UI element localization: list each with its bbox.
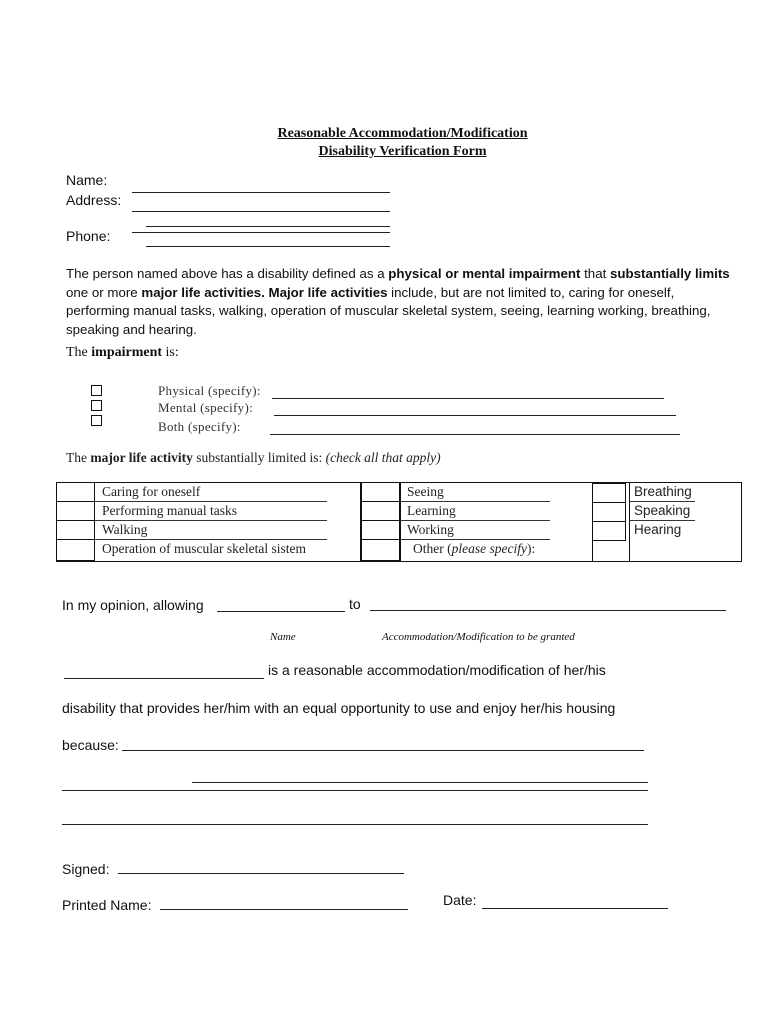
mental-label: Mental (specify): [158,400,253,415]
both-checkbox[interactable] [91,415,102,426]
row-line [629,520,695,521]
disability-text: disability that provides her/him with an equal opportunity to use and enjoy her/his housing [62,700,616,716]
row-line [629,501,695,502]
form-subtitle: Disability Verification Form [318,144,487,159]
activity-heading: The major life activity substantially limited is: (check all that apply) [66,450,441,465]
breathing-checkbox[interactable] [592,483,626,503]
row-line [94,539,327,540]
speaking-label: Speaking [634,503,691,518]
muscular-skeletal-checkbox[interactable] [56,539,95,561]
row-line [400,520,550,521]
form-title: Reasonable Accommodation/Modification [277,126,528,141]
impairment-heading: The impairment is: [66,345,179,360]
row-line [400,501,550,502]
accommodation-caption: Accommodation/Modification to be granted [382,631,575,643]
hearing-checkbox[interactable] [592,521,626,541]
physical-checkbox[interactable] [91,385,102,396]
row-line [94,520,327,521]
caring-label: Caring for oneself [102,484,201,499]
because-label: because: [62,737,119,753]
accommodation-repeat-field[interactable] [64,678,264,679]
other-label: Other (please specify): [413,541,536,556]
address-label: Address: [66,192,122,208]
walking-label: Walking [102,522,148,537]
row-line [94,501,327,502]
phone-field-line1[interactable] [132,232,390,233]
allowing-name-field[interactable] [217,611,345,612]
physical-label: Physical (specify): [158,383,261,398]
seeing-checkbox[interactable] [361,482,400,502]
because-field-line2[interactable] [62,790,648,791]
phone-field-line2[interactable] [146,246,390,247]
date-label: Date: [443,892,477,908]
signed-field[interactable] [118,873,404,874]
accommodation-field[interactable] [370,610,726,611]
both-specify-field[interactable] [270,434,680,435]
because-field-line3[interactable] [62,824,648,825]
printed-name-field[interactable] [160,909,408,910]
address-field-line1[interactable] [132,211,390,212]
because-field-line2-upper[interactable] [192,782,648,783]
both-label: Both (specify): [158,419,241,434]
address-field-line2[interactable] [146,226,390,227]
hearing-label: Hearing [634,522,682,537]
phone-label: Phone: [66,228,111,244]
intro-paragraph: The person named above has a disability defined as a physical or mental impairment that substantially limits one or more major life activities. Major life activities include, but are not limited to, caring for oneself, performing manual tasks, walking, operation of muscular skeletal system, seeing, learning working, breathing, speaking and hearing. [66,266,730,337]
speaking-checkbox[interactable] [592,502,626,522]
seeing-label: Seeing [407,484,444,499]
caring-checkbox[interactable] [56,482,95,502]
working-checkbox[interactable] [361,520,400,540]
opinion-to: to [349,596,361,612]
name-field[interactable] [132,192,390,193]
opinion-start: In my opinion, allowing [62,597,204,613]
working-label: Working [407,522,454,537]
manual-tasks-label: Performing manual tasks [102,503,237,518]
learning-checkbox[interactable] [361,501,400,521]
because-field-line1[interactable] [122,750,644,751]
learning-label: Learning [407,503,456,518]
breathing-label: Breathing [634,484,692,499]
manual-tasks-checkbox[interactable] [56,501,95,521]
muscular-skeletal-label: Operation of muscular skeletal sistem [102,541,306,556]
row-line [400,539,550,540]
mental-checkbox[interactable] [91,400,102,411]
name-caption: Name [270,631,296,643]
walking-checkbox[interactable] [56,520,95,540]
column-divider [400,483,401,561]
signed-label: Signed: [62,861,110,877]
name-label: Name: [66,172,108,188]
date-field[interactable] [482,908,668,909]
mental-specify-field[interactable] [274,415,676,416]
column-divider [629,483,630,561]
reasonable-text: is a reasonable accommodation/modification of her/his [268,662,606,678]
physical-specify-field[interactable] [272,398,664,399]
other-checkbox[interactable] [361,539,400,561]
printed-name-label: Printed Name: [62,897,152,913]
